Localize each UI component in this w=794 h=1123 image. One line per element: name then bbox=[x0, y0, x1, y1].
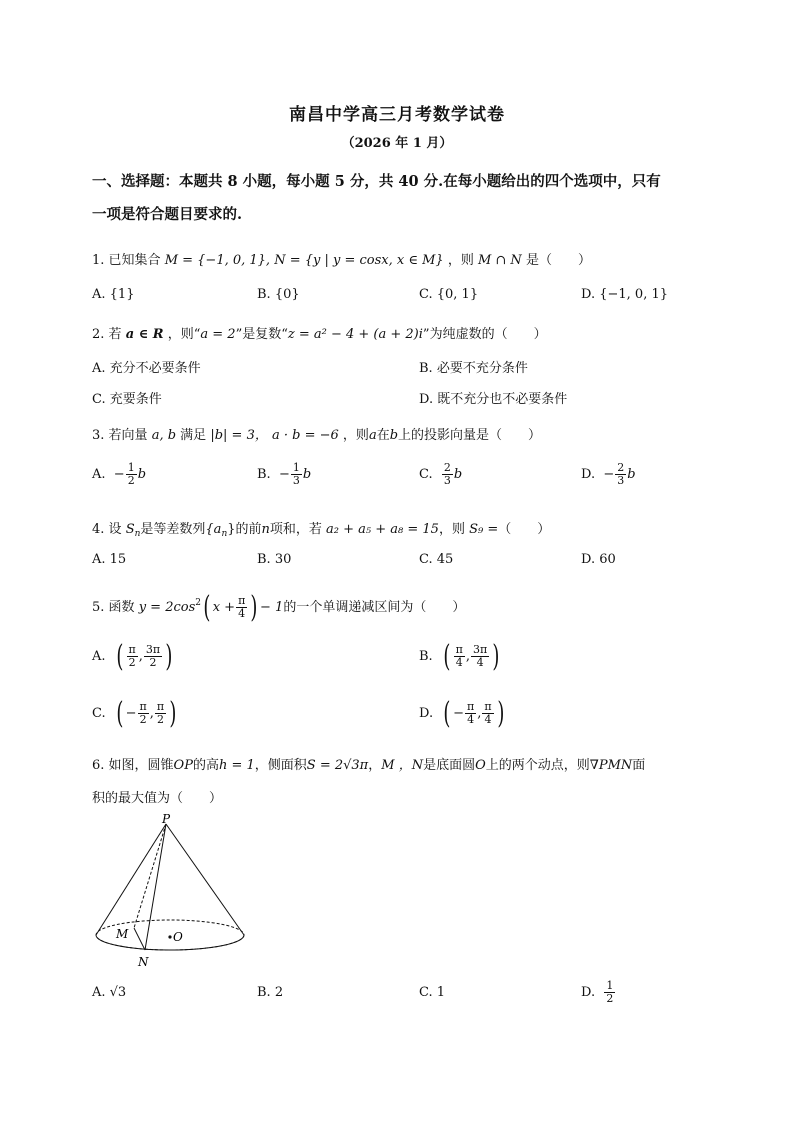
q3-d-label: D. bbox=[581, 467, 596, 482]
q6-text-e: 是底面圆 bbox=[423, 758, 476, 773]
cone-side-left bbox=[96, 824, 166, 935]
question-3: 3. 若向量 a, b 满足 |b| = 3， a · b = −6 ，则a在b上的投影向量是（ ） bbox=[92, 428, 542, 443]
q5-c-label: C. bbox=[92, 706, 106, 721]
q6-height: h = 1 bbox=[218, 758, 255, 773]
q3-a-vector: b bbox=[137, 467, 147, 482]
q4-text-b: 是等差数列 bbox=[140, 522, 206, 537]
q3-text-d: 在 bbox=[376, 428, 390, 443]
q5-b-label: B. bbox=[419, 649, 433, 664]
q2-option-d[interactable]: D. 既不充分也不必要条件 bbox=[419, 392, 568, 407]
q2-statement: a = 2 bbox=[200, 327, 236, 342]
page-title: 南昌中学高三月考数学试卷 bbox=[289, 105, 505, 125]
q1-sets: M = {−1, 0, 1}, N = {y | y = cosx, x ∈ M} bbox=[164, 253, 444, 268]
q1-prefix: 1. 已知集合 bbox=[92, 253, 161, 268]
q4-option-d[interactable]: D. 60 bbox=[581, 552, 616, 567]
q1-expr: M ∩ N bbox=[477, 253, 522, 268]
label-p: P bbox=[162, 812, 171, 826]
q6-text-c: ，侧面积 bbox=[254, 758, 307, 773]
q3-d-fraction: $\frac{2}{3}$ bbox=[617, 461, 625, 487]
q2-option-a[interactable]: A. 充分不必要条件 bbox=[92, 361, 201, 376]
question-2 bbox=[92, 323, 547, 342]
label-m: M bbox=[116, 927, 129, 941]
q6-option-c[interactable]: C. 1 bbox=[419, 985, 446, 1000]
q3-text-e: 上的投影向量是（ ） bbox=[398, 428, 542, 443]
question-6 bbox=[92, 754, 645, 773]
section-heading-line2: 一项是符合题目要求的. bbox=[92, 206, 243, 223]
q5-fn-c: − 1 bbox=[260, 600, 284, 615]
q6-d-label: D. bbox=[581, 985, 596, 1000]
q3-b-minus: − bbox=[278, 467, 290, 482]
q3-d-minus: − bbox=[603, 467, 615, 482]
q6-triangle: ∇PMN bbox=[589, 758, 633, 773]
q4-option-c[interactable]: C. 45 bbox=[419, 552, 454, 567]
question-1 bbox=[92, 249, 591, 268]
q3-a-minus: − bbox=[113, 467, 125, 482]
q3-c-fraction: $\frac{2}{3}$ bbox=[443, 461, 451, 487]
q4-text-e: ，则 bbox=[438, 522, 465, 537]
q3-c-label: C. bbox=[419, 467, 433, 482]
question-5: 5. 函数 $y = 2\cos^2$( x + $\frac{\pi}{4}$ ) − 1的一个单调递减区间为（ ） bbox=[92, 589, 466, 625]
center-dot bbox=[168, 935, 171, 938]
q6-d-fraction: $\frac{1}{2}$ bbox=[606, 979, 614, 1005]
q2-condition: a ∈ R bbox=[125, 327, 164, 342]
q2-text-a: 2. 若 bbox=[92, 327, 122, 342]
q6-area: S = 2√3π bbox=[306, 758, 369, 773]
q2-text-d: ”为纯虚数的（ ） bbox=[422, 327, 547, 342]
q5-option-c[interactable]: C. ( − $\frac{\pi}{2}$ , $\frac{\pi}{2}$ ) bbox=[92, 695, 177, 731]
q1-option-d[interactable]: D. {−1, 0, 1} bbox=[581, 287, 669, 302]
q3-option-b[interactable] bbox=[257, 462, 311, 487]
q3-text-b: 满足 bbox=[180, 428, 207, 443]
q6-op: OP bbox=[173, 758, 193, 773]
q6-text-a: 6. 如图，圆锥 bbox=[92, 758, 174, 773]
q5-option-d[interactable]: D. ( − $\frac{\pi}{4}$ , $\frac{\pi}{4}$ ) bbox=[419, 695, 504, 731]
q6-text-d: ， bbox=[368, 758, 382, 773]
q3-text-c: ，则 bbox=[342, 428, 369, 443]
q6-line-2: 积的最大值为（ ） bbox=[92, 791, 223, 806]
q4-condition: a₂ + a₅ + a₈ = 15 bbox=[326, 522, 439, 537]
q6-text-f: 上的两个动点，则 bbox=[485, 758, 590, 773]
question-4 bbox=[92, 518, 550, 539]
segment-pm bbox=[134, 824, 166, 928]
q3-b-fraction: $\frac{1}{3}$ bbox=[292, 461, 300, 487]
q4-option-b[interactable]: B. 30 bbox=[257, 552, 292, 567]
q5-text-a: 5. 函数 bbox=[92, 600, 135, 615]
q5-a-label: A. bbox=[92, 649, 106, 664]
q5-text-b: 的一个单调递减区间为（ ） bbox=[283, 600, 466, 615]
q3-a-fraction: $\frac{1}{2}$ bbox=[127, 461, 135, 487]
q6-option-a[interactable]: A. √3 bbox=[92, 985, 127, 1000]
q6-text-b: 的高 bbox=[192, 758, 219, 773]
q3-condition-2: a · b = −6 bbox=[271, 428, 339, 443]
q4-text-a: 4. 设 bbox=[92, 522, 122, 537]
q6-text-g: 面 bbox=[632, 758, 646, 773]
q5-fn-a: y = 2cos bbox=[138, 600, 196, 615]
q2-complex: z = a² − 4 + (a + 2)i bbox=[287, 327, 423, 342]
q3-c-vector: b bbox=[453, 467, 463, 482]
q3-option-c[interactable] bbox=[419, 462, 462, 487]
q4-sn: $S_n$ bbox=[125, 522, 141, 539]
q6-option-b[interactable]: B. 2 bbox=[257, 985, 284, 1000]
q5-fraction: $\frac{\pi}{4}$ bbox=[238, 594, 246, 620]
q1-option-b[interactable]: B. {0} bbox=[257, 287, 300, 302]
q4-s9: S₉ = bbox=[469, 522, 499, 537]
q5-option-a[interactable]: A. ( $\frac{\pi}{2}$ , $\frac{3\pi}{2}$ ) bbox=[92, 638, 173, 674]
q4-text-c: }的前 bbox=[227, 522, 262, 537]
q3-d-vector: b bbox=[627, 467, 636, 482]
q4-n: n bbox=[261, 522, 270, 537]
segment-mn bbox=[134, 928, 145, 950]
cone-side-right bbox=[166, 824, 244, 935]
q3-a-label: A. bbox=[92, 467, 106, 482]
q4-option-a[interactable]: A. 15 bbox=[92, 552, 127, 567]
q3-vectors: a, b bbox=[151, 428, 177, 443]
q2-option-c[interactable]: C. 充要条件 bbox=[92, 392, 162, 407]
q5-d-label: D. bbox=[419, 706, 434, 721]
q2-option-b[interactable]: B. 必要不充分条件 bbox=[419, 361, 528, 376]
q3-condition-1: |b| = 3， bbox=[210, 428, 268, 443]
q4-text-d: 项和，若 bbox=[269, 522, 322, 537]
section-heading-line1: 一、选择题：本题共 8 小题，每小题 5 分，共 40 分.在每小题给出的四个选项中，只有 bbox=[92, 173, 661, 190]
q6-center: O bbox=[475, 758, 486, 773]
q3-option-a[interactable] bbox=[92, 462, 146, 487]
q3-b-label: B. bbox=[257, 467, 271, 482]
label-o: O bbox=[173, 930, 183, 944]
q2-text-b: ，则“ bbox=[167, 327, 201, 342]
q1-option-a[interactable]: A. {1} bbox=[92, 287, 135, 302]
exam-date: （2026 年 1 月） bbox=[341, 136, 453, 151]
q4-an: {$a_n$ bbox=[205, 522, 228, 539]
q5-fn-b: x + bbox=[212, 600, 236, 615]
q5-option-b[interactable]: B. ( $\frac{\pi}{4}$ , $\frac{3\pi}{4}$ ) bbox=[419, 638, 500, 674]
q1-option-c[interactable]: C. {0, 1} bbox=[419, 287, 479, 302]
q2-text-c: ”是复数“ bbox=[235, 327, 288, 342]
q1-suffix: 是（ ） bbox=[525, 253, 591, 268]
q3-text-a: 3. 若向量 bbox=[92, 428, 148, 443]
q6-option-d[interactable] bbox=[581, 980, 616, 1005]
q1-mid: ，则 bbox=[447, 253, 474, 268]
q3-option-d[interactable] bbox=[581, 462, 636, 487]
cone-figure bbox=[88, 810, 258, 975]
q3-b-vector: b bbox=[302, 467, 312, 482]
q4-text-f: （ ） bbox=[498, 522, 551, 537]
q6-points: M ，N bbox=[381, 758, 424, 773]
segment-pn bbox=[145, 824, 166, 950]
label-n: N bbox=[138, 955, 149, 969]
